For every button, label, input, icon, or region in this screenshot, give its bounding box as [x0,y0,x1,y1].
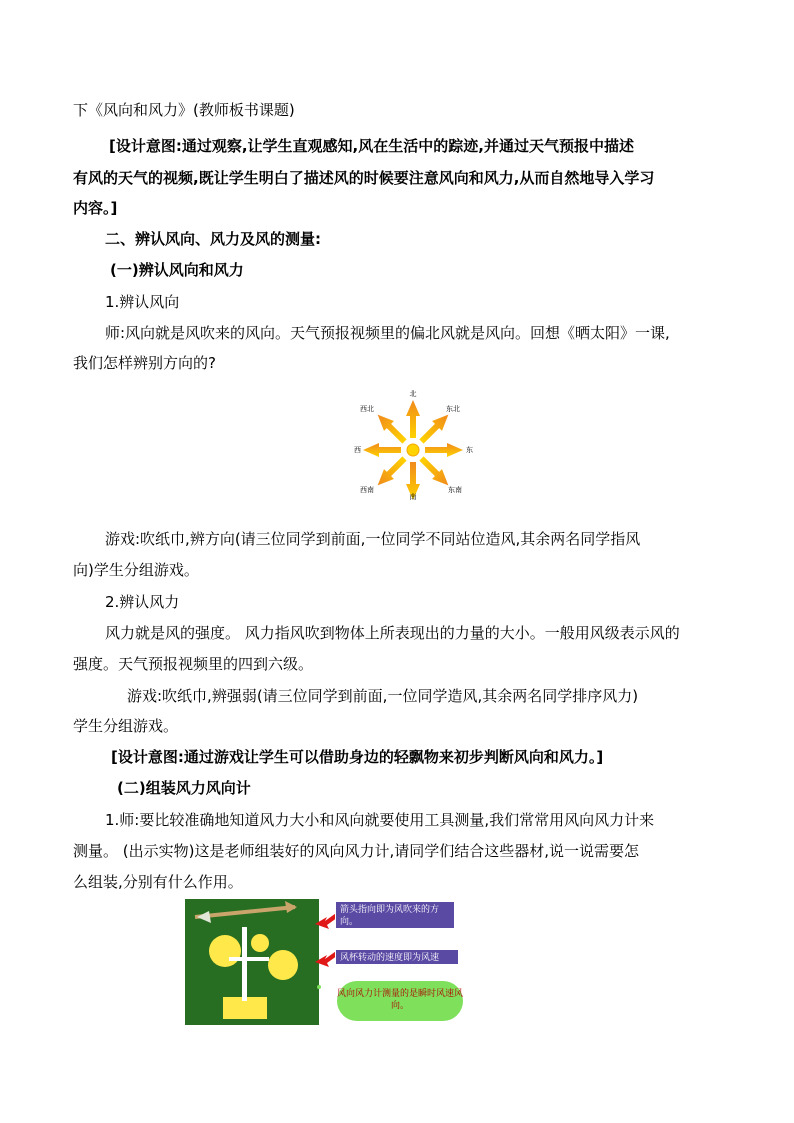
arrow-northwest-icon [373,410,410,447]
subsection-two-heading: (二)组装风力风向计 [117,779,251,797]
item-identify-direction: 1.辨认风向 [105,293,180,311]
subsection-one-heading: (一)辨认风向和风力 [110,261,244,279]
item-identify-force: 2.辨认风力 [105,593,180,611]
label-southeast: 东南 [448,486,462,494]
label-southwest: 西南 [360,486,374,494]
design-intent-2: 有风的天气的视频,既让学生明白了描述风的时候要注意风向和风力,从而自然地导入学习 [73,169,655,187]
assembly-text-1: 1.师:要比较准确地知道风力大小和风向就要使用工具测量,我们常常用风向风力计来 [105,811,655,829]
game-direction-1: 游戏:吹纸巾,辨方向(请三位同学到前面,一位同学不同站位造风,其余两名同学指风 [105,530,641,548]
assembly-text-2: 测量。 (出示实物)这是老师组装好的风向风力计,请同学们结合这些器材,说一说需要怎 [73,842,640,860]
anemometer-photo [185,899,319,1025]
label-northwest: 西北 [360,405,374,413]
game-force-1: 游戏:吹纸巾,辨强弱(请三位同学到前面,一位同学造风,其余两名同学排序风力) [127,687,639,705]
label-north: 北 [409,390,417,398]
note-arrow-direction: 箭头指向即为风吹来的方向。 [335,901,455,929]
label-west: 西 [354,446,361,454]
arrow-west-icon [363,443,401,457]
arrow-north-icon [406,400,420,438]
arrow-southwest-icon [373,454,410,491]
design-intent-3: 内容。] [73,199,118,217]
design-intent-1: [设计意图:通过观察,让学生直观感知,风在生活中的踪迹,并通过天气预报中描述 [109,137,634,155]
arrow-northeast-icon [417,410,454,447]
teacher-text-1: 师:风向就是风吹来的风向。天气预报视频里的偏北风就是风向。回想《晒太阳》一课, [105,324,670,342]
compass-diagram [350,388,476,500]
arrow-east-icon [425,443,463,457]
game-direction-2: 向)学生分组游戏。 [73,561,199,579]
teacher-text-2: 我们怎样辨别方向的? [73,354,216,372]
section-two-heading: 二、辨认风向、风力及风的测量: [105,230,322,248]
force-definition-2: 强度。天气预报视频里的四到六级。 [73,655,314,673]
design-intent-4: [设计意图:通过游戏让学生可以借助身边的轻飘物来初步判断风向和风力。] [111,748,604,766]
assembly-text-3: 么组装,分别有什么作用。 [73,873,243,891]
note-instant-measure: 风向风力计测量的是瞬时风速风向。 [337,981,463,1021]
force-definition-1: 风力就是风的强度。 风力指风吹到物体上所表现出的力量的大小。一般用风级表示风的 [105,624,680,642]
sun-center-icon [407,444,419,456]
game-force-2: 学生分组游戏。 [73,717,179,735]
note-cup-speed: 风杯转动的速度即为风速 [335,949,459,965]
anemometer-figure [185,899,475,1027]
lesson-title-line: 下《风向和风力》(教师板书课题) [73,101,295,119]
label-northeast: 东北 [446,405,460,413]
arrow-southeast-icon [417,454,454,491]
label-south: 南 [409,493,417,500]
label-east: 东 [466,446,473,454]
